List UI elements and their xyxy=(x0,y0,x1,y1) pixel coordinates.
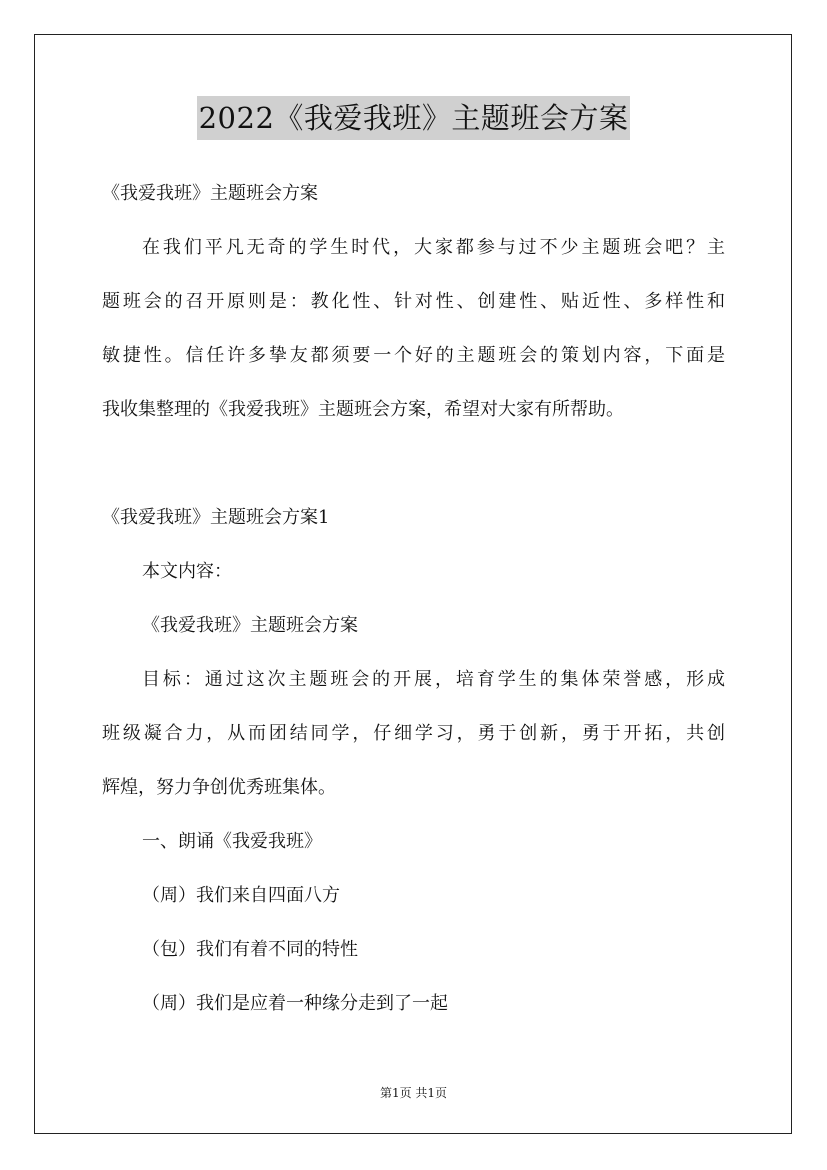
subtitle: 《我爱我班》主题班会方案 xyxy=(102,183,318,204)
content-label: 本文内容： xyxy=(142,561,232,582)
intro-line-2: 题班会的召开原则是：教化性、针对性、创建性、贴近性、多样性和 xyxy=(102,291,725,312)
intro-line-1: 在我们平凡无奇的学生时代，大家都参与过不少主题班会吧？主 xyxy=(142,237,725,258)
content-title: 《我爱我班》主题班会方案 xyxy=(142,615,358,636)
recitation-line-1: （周）我们来自四面八方 xyxy=(142,885,340,906)
intro-line-4: 我收集整理的《我爱我班》主题班会方案，希望对大家有所帮助。 xyxy=(102,399,624,420)
part-one-heading: 一、朗诵《我爱我班》 xyxy=(142,831,322,852)
page-footer: 第1页 共1页 xyxy=(379,1086,448,1100)
goal-line-1: 目标：通过这次主题班会的开展，培育学生的集体荣誉感，形成 xyxy=(142,669,725,690)
goal-line-2: 班级凝合力，从而团结同学，仔细学习，勇于创新，勇于开拓，共创 xyxy=(102,723,725,744)
section-heading: 《我爱我班》主题班会方案1 xyxy=(102,507,330,528)
intro-line-3: 敏捷性。信任许多挚友都须要一个好的主题班会的策划内容，下面是 xyxy=(102,345,725,366)
goal-line-3: 辉煌，努力争创优秀班集体。 xyxy=(102,777,336,798)
recitation-line-3: （周）我们是应着一种缘分走到了一起 xyxy=(142,993,448,1014)
title-container xyxy=(0,96,827,140)
recitation-line-2: （包）我们有着不同的特性 xyxy=(142,939,358,960)
document-title: 2022《我爱我班》主题班会方案 xyxy=(197,96,631,140)
